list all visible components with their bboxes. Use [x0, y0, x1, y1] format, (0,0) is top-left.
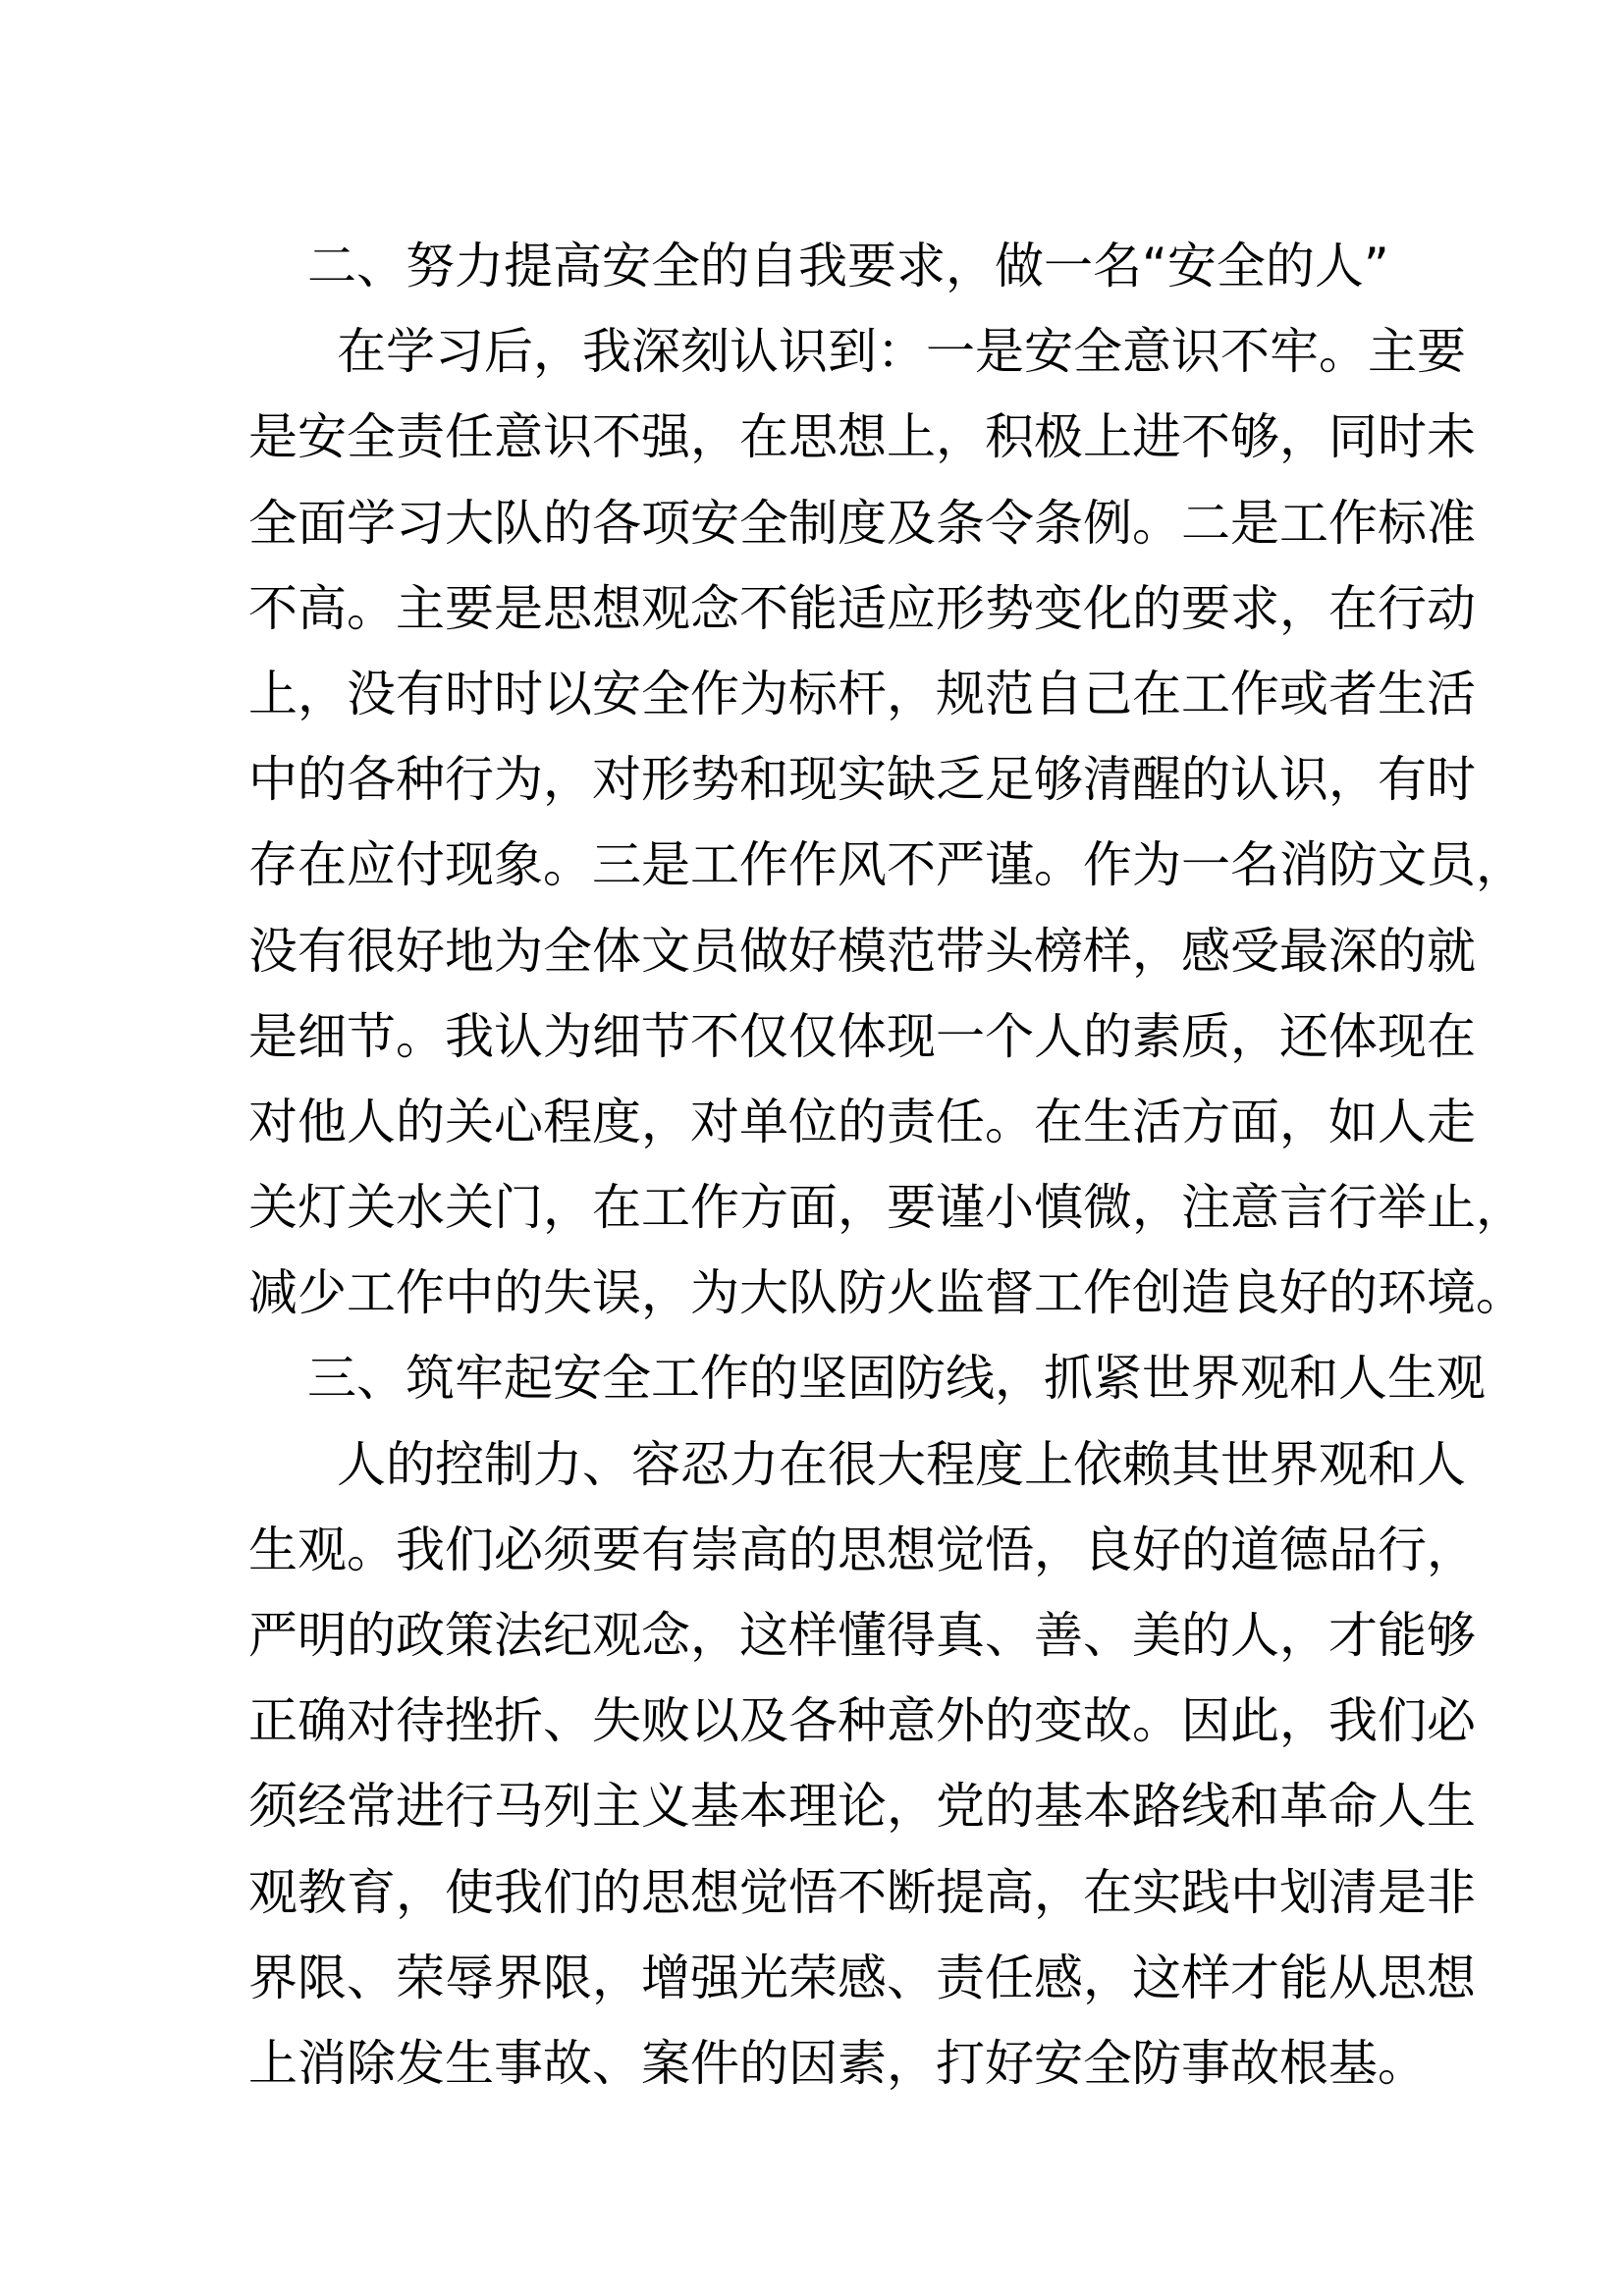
paragraph-line: 严明的政策法纪观念，这样懂得真、善、美的人，才能够 [248, 1607, 1476, 1664]
paragraph-line: 人的控制力、容忍力在很大程度上依赖其世界观和人 [337, 1435, 1466, 1493]
paragraph-line: 减少工作中的失误，为大队防火监督工作创造良好的环境。 [248, 1264, 1525, 1322]
paragraph-line: 生观。我们必须要有崇高的思想觉悟，良好的道德品行， [248, 1521, 1476, 1578]
section-heading: 三、筑牢起安全工作的坚固防线，抓紧世界观和人生观 [307, 1350, 1486, 1408]
paragraph-line: 须经常进行马列主义基本理论，党的基本路线和革命人生 [248, 1778, 1476, 1836]
paragraph-line: 没有很好地为全体文员做好模范带头榜样，感受最深的就 [248, 922, 1476, 980]
paragraph-line: 上，没有时时以安全作为标杆，规范自己在工作或者生活 [248, 665, 1476, 722]
paragraph-line: 全面学习大队的各项安全制度及条令条例。二是工作标准 [248, 494, 1476, 552]
paragraph-line: 关灯关水关门，在工作方面，要谨小慎微，注意言行举止， [248, 1179, 1525, 1237]
paragraph-line: 中的各种行为，对形势和现实缺乏足够清醒的认识，有时 [248, 751, 1476, 809]
paragraph-line: 界限、荣辱界限，增强光荣感、责任感，这样才能从思想 [248, 1949, 1476, 2006]
paragraph-line: 在学习后，我深刻认识到：一是安全意识不牢。主要 [337, 323, 1466, 381]
paragraph-line: 是安全责任意识不强，在思想上，积极上进不够，同时未 [248, 408, 1476, 466]
paragraph-line: 观教育，使我们的思想觉悟不断提高，在实践中划清是非 [248, 1863, 1476, 1921]
paragraph-line: 上消除发生事故、案件的因素，打好安全防事故根基。 [248, 2034, 1427, 2092]
section-heading: 二、努力提高安全的自我要求，做一名“安全的人” [307, 238, 1389, 294]
paragraph-line: 对他人的关心程度，对单位的责任。在生活方面，如人走 [248, 1093, 1476, 1150]
paragraph-line: 正确对待挫折、失败以及各种意外的变故。因此，我们必 [248, 1692, 1476, 1750]
paragraph [248, 1422, 1476, 2108]
paragraph-line: 是细节。我认为细节不仅仅体现一个人的素质，还体现在 [248, 1007, 1476, 1065]
paragraph-line: 不高。主要是思想观念不能适应形势变化的要求，在行动 [248, 579, 1476, 637]
paragraph [248, 309, 1525, 1336]
paragraph-line: 存在应付现象。三是工作作风不严谨。作为一名消防文员， [248, 836, 1525, 894]
document-body [248, 224, 1525, 2107]
